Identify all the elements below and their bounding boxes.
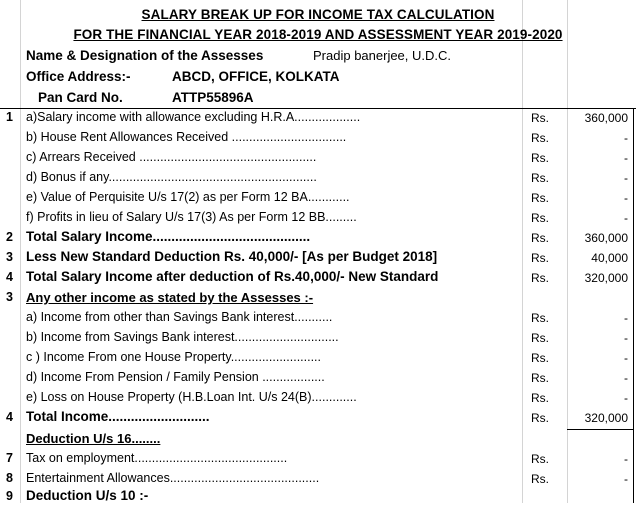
row-number: 1 — [6, 110, 13, 124]
currency-label: Rs. — [531, 391, 549, 405]
section-header-row — [0, 288, 636, 308]
row-label: c) Arrears Received ................................................... — [26, 150, 317, 164]
row-number: 2 — [6, 230, 13, 244]
table-row — [0, 208, 636, 228]
currency-label: Rs. — [531, 271, 549, 285]
row-amount: - — [624, 311, 628, 325]
row-label: d) Bonus if any............................................................ — [26, 170, 317, 184]
name-value: Pradip banerjee, U.D.C. — [313, 48, 452, 63]
table-row — [0, 188, 636, 208]
currency-label: Rs. — [531, 371, 549, 385]
currency-label: Rs. — [531, 231, 549, 245]
row-label: Total Income........................... — [26, 409, 210, 424]
office-label: Office Address:- — [26, 69, 131, 84]
table-row — [0, 348, 636, 368]
row-amount: - — [624, 131, 628, 145]
table-row — [0, 487, 636, 507]
table-row — [0, 248, 636, 268]
sheet-title: SALARY BREAK UP FOR INCOME TAX CALCULATION — [141, 7, 495, 22]
currency-label: Rs. — [531, 351, 549, 365]
row-amount: 40,000 — [591, 251, 628, 265]
currency-label: Rs. — [531, 331, 549, 345]
row-amount: - — [624, 171, 628, 185]
currency-label: Rs. — [531, 311, 549, 325]
sheet-subtitle: FOR THE FINANCIAL YEAR 2018-2019 AND ASSESSMENT YEAR 2019-2020 — [73, 27, 563, 42]
row-amount: 320,000 — [584, 271, 628, 285]
row-label: c ) Income From one House Property.......................... — [26, 350, 322, 364]
row-number: 9 — [6, 489, 13, 503]
currency-label: Rs. — [531, 151, 549, 165]
row-label: f) Profits in lieu of Salary U/s 17(3) As per Form 12 BB......... — [26, 210, 357, 224]
table-row — [0, 148, 636, 168]
row-amount: 360,000 — [584, 231, 628, 245]
table-row — [0, 268, 636, 288]
row-number: 7 — [6, 451, 13, 465]
row-amount: - — [624, 191, 628, 205]
row-amount: - — [624, 371, 628, 385]
row-number: 3 — [6, 250, 13, 264]
currency-label: Rs. — [531, 251, 549, 265]
name-label: Name & Designation of the Assesses — [26, 48, 264, 63]
table-row — [0, 449, 636, 469]
row-label: b) Income from Savings Bank interest.............................. — [26, 330, 339, 344]
row-amount: - — [624, 472, 628, 486]
row-label: Deduction U/s 16........ — [26, 431, 161, 446]
section-header-row — [0, 429, 636, 449]
currency-label: Rs. — [531, 171, 549, 185]
currency-label: Rs. — [531, 191, 549, 205]
table-row — [0, 228, 636, 248]
row-label: d) Income From Pension / Family Pension .................. — [26, 370, 325, 384]
row-label: Less New Standard Deduction Rs. 40,000/- [As per Budget 2018] — [26, 249, 438, 264]
row-number: 4 — [6, 410, 13, 424]
row-amount: 360,000 — [584, 111, 628, 125]
row-label: Total Salary Income.......................................... — [26, 229, 311, 244]
row-label: Total Salary Income after deduction of Rs.40,000/- New Standard — [26, 269, 439, 284]
row-amount: - — [624, 351, 628, 365]
currency-label: Rs. — [531, 472, 549, 486]
row-label: a)Salary income with allowance excluding H.R.A................... — [26, 110, 361, 124]
row-label: Deduction U/s 10 :- — [26, 488, 149, 503]
table-row — [0, 108, 636, 128]
row-amount: - — [624, 151, 628, 165]
currency-label: Rs. — [531, 111, 549, 125]
table-row — [0, 388, 636, 408]
row-label: b) House Rent Allowances Received ................................. — [26, 130, 347, 144]
table-row — [0, 168, 636, 188]
row-amount: 320,000 — [584, 411, 628, 425]
row-label: Any other income as stated by the Assesses :- — [26, 290, 314, 305]
currency-label: Rs. — [531, 411, 549, 425]
table-row — [0, 308, 636, 328]
table-row — [0, 128, 636, 148]
table-row — [0, 469, 636, 489]
row-amount: - — [624, 391, 628, 405]
row-amount: - — [624, 331, 628, 345]
row-amount: - — [624, 211, 628, 225]
currency-label: Rs. — [531, 452, 549, 466]
row-label: e) Value of Perquisite U/s 17(2) as per Form 12 BA............ — [26, 190, 350, 204]
table-row — [0, 368, 636, 388]
currency-label: Rs. — [531, 131, 549, 145]
row-number: 4 — [6, 270, 13, 284]
row-number: 3 — [6, 290, 13, 304]
table-row — [0, 408, 636, 428]
row-label: Tax on employment............................................ — [26, 451, 288, 465]
row-amount: - — [624, 452, 628, 466]
row-number: 8 — [6, 471, 13, 485]
currency-label: Rs. — [531, 211, 549, 225]
table-row — [0, 328, 636, 348]
row-label: a) Income from other than Savings Bank interest........... — [26, 310, 333, 324]
pan-label: Pan Card No. — [38, 90, 123, 105]
office-value: ABCD, OFFICE, KOLKATA — [172, 69, 340, 84]
row-label: e) Loss on House Property (H.B.Loan Int. U/s 24(B)............. — [26, 390, 357, 404]
row-label: Entertainment Allowances........................................... — [26, 471, 320, 485]
pan-value: ATTP55896A — [172, 90, 254, 105]
